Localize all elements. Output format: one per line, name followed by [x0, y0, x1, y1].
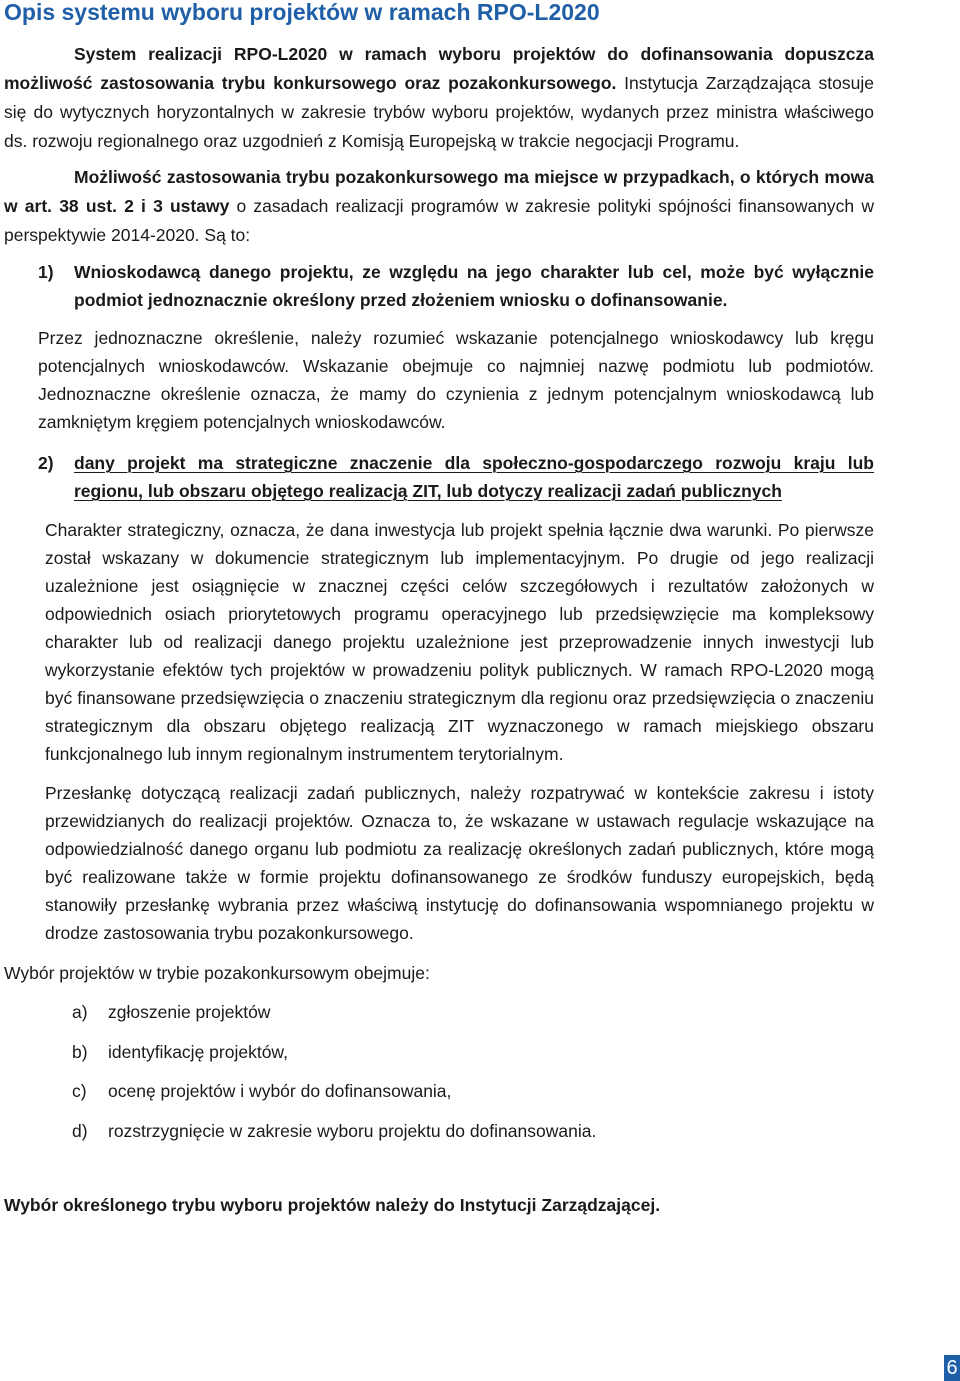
case-1-explanation: Przez jednoznaczne określenie, należy rozumieć wskazanie potencjalnego wnioskodawcy lub kręgu potencjalnych wnioskodawców. Wskazanie obejmuje co najmniej nazwę podmiotu lub podmiotów. Jednoznaczne określenie oznacza, że mamy do czynienia z jednym potencjalnym wnioskodawcą lub zamkniętym kręgiem potencjalnych wnioskodawców.: [38, 328, 874, 432]
legal-basis-normal-text: o zasadach realizacji programów w zakresie polityki spójności finansowanych w perspektywie 2014-2020. Są to:: [4, 196, 874, 245]
case-1-number: 1): [38, 262, 54, 282]
strategic-character-paragraph: Charakter strategiczny, oznacza, że dana inwestycja lub projekt spełnia łącznie dwa warunki. Po pierwsze został wskazany w dokumencie strategicznym lub implementacyjnym. Po drugie od jego realizacji uzależnione jest osiągnięcie w znacznej części celów szczegółowych i rezultatów założonych w odpowiednich osiach priorytetowych programu operacyjnego lub przedsięwzięcie ma kompleksowy charakter lub od realizacji danego projektu uzależnione jest przeprowadzenie innych inwestycji lub wykorzystanie efektów tych projektów w prowadzeniu polityk publicznych. W ramach RPO-L2020 mogą być finansowane przedsięwzięcia o znaczeniu strategicznym dla regionu oraz przedsięwzięcia o znaczeniu strategicznym dla obszaru objętego realizacją ZIT wyznaczonego w ramach miejskiego obszaru funkcjonalnego lub innym regionalnym instrumentem terytorialnym.: [45, 520, 874, 764]
selection-steps-intro: Wybór projektów w trybie pozakonkursowym obejmuje:: [4, 963, 430, 983]
list-item-label: a): [72, 1002, 88, 1022]
list-item-label: b): [72, 1041, 88, 1062]
list-item-text: ocenę projektów i wybór do dofinansowania,: [108, 1081, 452, 1101]
intro-normal-text: Instytucja Zarządzająca stosuje się do wytycznych horyzontalnych w zakresie trybów wyboru projektów, wydanych przez ministra właściwego ds. rozwoju regionalnego oraz uzgodnień z Komisją Europejską w trakcie negocjacji Programu.: [4, 73, 874, 151]
list-item-text: zgłoszenie projektów: [108, 1002, 271, 1022]
list-item-text: rozstrzygnięcie w zakresie wyboru projektu do dofinansowania.: [108, 1120, 597, 1141]
list-item-label: c): [72, 1081, 87, 1101]
closing-statement: Wybór określonego trybu wyboru projektów należy do Instytucji Zarządzającej.: [4, 1195, 661, 1215]
page-title: Opis systemu wyboru projektów w ramach RPO-L2020: [4, 0, 600, 25]
case-2-number: 2): [38, 453, 54, 473]
list-item-text: identyfikację projektów,: [108, 1041, 288, 1062]
intro-bold-text: System realizacji RPO-L2020 w ramach wyboru projektów do dofinansowania dopuszcza możliwość zastosowania trybu konkursowego oraz pozakonkursowego.: [4, 44, 874, 93]
legal-basis-bold-text: Możliwość zastosowania trybu pozakonkursowego ma miejsce w przypadkach, o których mowa w art. 38 ust. 2 i 3 ustawy: [4, 167, 874, 216]
case-1-text: Wnioskodawcą danego projektu, ze względu na jego charakter lub cel, może być wyłącznie podmiot jednoznacznie określony przed złożeniem wniosku o dofinansowanie.: [74, 262, 874, 310]
case-2: [38, 449, 874, 505]
intro-paragraph: [4, 40, 874, 156]
list-item-label: d): [72, 1120, 88, 1141]
case-1: [38, 258, 874, 314]
public-tasks-paragraph: Przesłankę dotyczącą realizacji zadań publicznych, należy rozpatrywać w kontekście zakresu i istoty przewidzianych do realizacji projektów. Oznacza to, że wskazane w ustawach regulacje wskazujące na odpowiedzialność danego organu lub podmiotu za realizację określonych zadań publicznych, które mogą być realizowane także w formie projektu dofinansowanego ze środków funduszy europejskich, będą stanowiły przesłankę wybrania przez właściwą instytucję do dofinansowania wspomnianego projektu w drodze zastosowania trybu pozakonkursowego.: [45, 783, 874, 943]
page-number-badge: 6: [944, 1355, 960, 1381]
legal-basis-paragraph: [4, 163, 874, 250]
case-2-text: dany projekt ma strategiczne znaczenie dla społeczno-gospodarczego rozwoju kraju lub regionu, lub obszaru objętego realizacją ZIT, lub dotyczy realizacji zadań publicznych: [74, 453, 874, 501]
